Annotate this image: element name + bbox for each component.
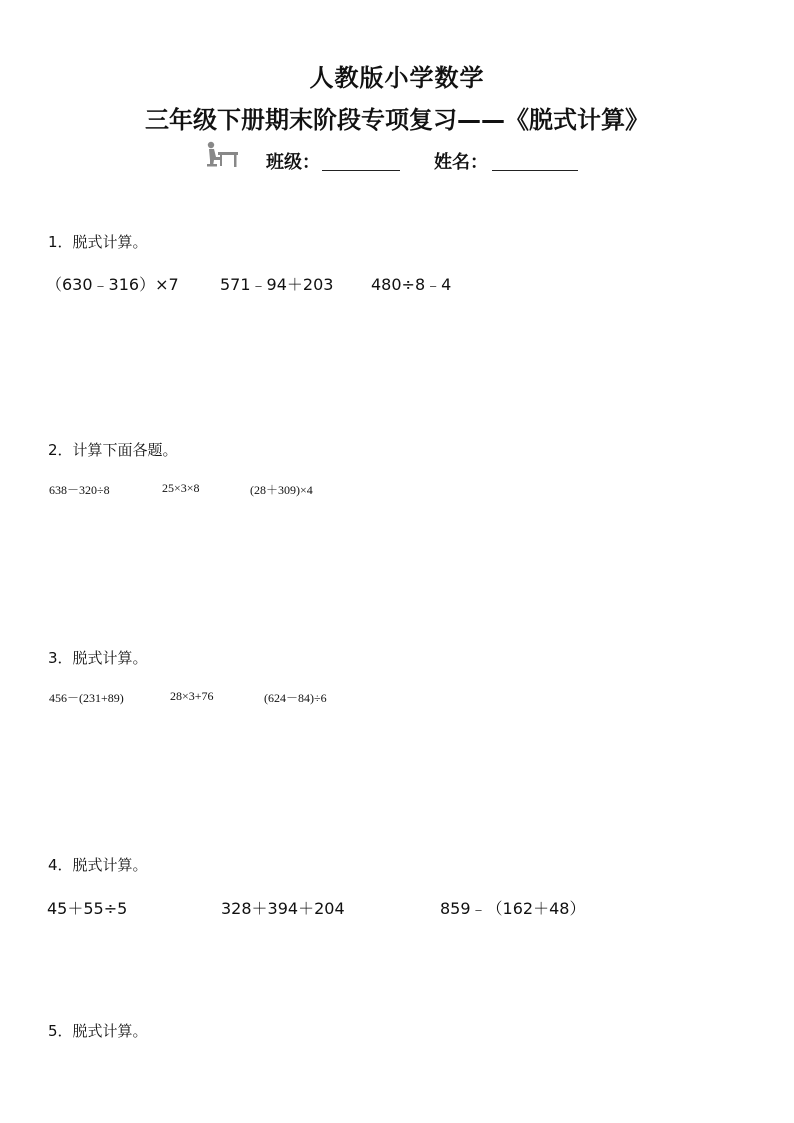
question-4-expression-1: 45＋55÷5 — [47, 899, 128, 918]
question-2-title: 2．计算下面各题。 — [48, 441, 178, 459]
page-title: 人教版小学数学 — [309, 64, 485, 92]
page-subtitle: 三年级下册期末阶段专项复习——《脱式计算》 — [145, 106, 649, 134]
class-label: 班级： — [266, 152, 320, 173]
question-3-expression-2: 28×3+76 — [170, 689, 214, 703]
question-2-expression-2: 25×3×8 — [162, 481, 200, 495]
name-label: 姓名： — [434, 152, 488, 173]
question-2-expression-1: 638－320÷8 — [49, 483, 110, 497]
question-3-title: 3．脱式计算。 — [48, 649, 148, 667]
student-desk-icon — [204, 140, 240, 170]
question-4-expression-3: 859﹣（162＋48） — [440, 899, 586, 918]
question-5-title: 5．脱式计算。 — [48, 1022, 148, 1040]
class-field[interactable] — [322, 170, 400, 171]
question-1-expression-3: 480÷8﹣4 — [371, 275, 452, 294]
student-info-row — [0, 148, 794, 174]
question-1-expression-1: （630﹣316）×7 — [46, 275, 179, 294]
question-4-expression-2: 328＋394＋204 — [221, 899, 345, 918]
question-3-expression-3: (624－84)÷6 — [264, 691, 327, 705]
question-2-expression-3: (28＋309)×4 — [250, 483, 313, 497]
name-field[interactable] — [492, 170, 578, 171]
question-1-title: 1．脱式计算。 — [48, 233, 148, 251]
question-1-expression-2: 571﹣94＋203 — [220, 275, 334, 294]
question-3-expression-1: 456－(231+89) — [49, 691, 124, 705]
question-4-title: 4．脱式计算。 — [48, 856, 148, 874]
